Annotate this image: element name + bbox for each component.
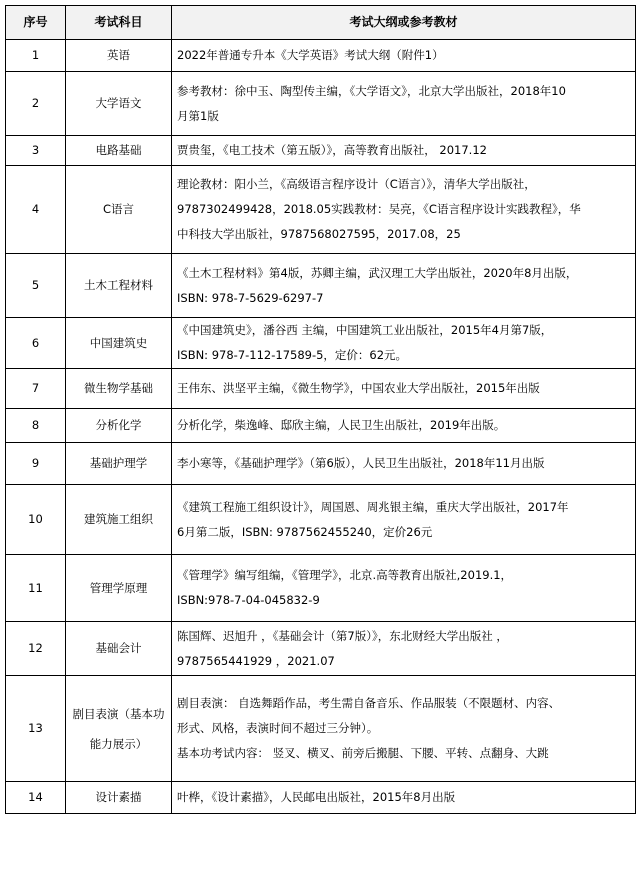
table-row (6, 443, 636, 485)
row-index: 9 (6, 443, 66, 485)
reference-line: 参考教材：徐中玉、陶型传主编，《大学语文》，北京大学出版社，2018年10 (177, 83, 566, 98)
row-subject: 基础会计 (66, 622, 172, 676)
row-reference (172, 782, 636, 814)
table-body (6, 40, 636, 814)
header-row (6, 6, 636, 40)
row-index: 12 (6, 622, 66, 676)
reference-line: 基本功考试内容： 竖叉、横叉、前旁后搬腿、下腰、平转、点翻身、大跳 (177, 746, 549, 760)
table-header (6, 6, 636, 40)
exam-reference-table (5, 5, 636, 814)
reference-line: ISBN: 978-7-112-17589-5，定价：62元。 (177, 348, 408, 362)
reference-line: 月第1版 (177, 108, 219, 123)
reference-line: 王伟东、洪坚平主编，《微生物学》，中国农业大学出版社，2015年出版 (177, 381, 540, 395)
row-index: 4 (6, 166, 66, 254)
table-row (6, 72, 636, 136)
row-index: 10 (6, 485, 66, 555)
row-reference (172, 40, 636, 72)
row-reference (172, 409, 636, 443)
row-subject: 土木工程材料 (66, 254, 172, 318)
table-row (6, 555, 636, 622)
row-index: 8 (6, 409, 66, 443)
reference-line: 剧目表演： 自选舞蹈作品，考生需自备音乐、作品服装（不限题材、内容、 (177, 696, 561, 710)
header-reference: 考试大纲或参考教材 (172, 6, 636, 40)
row-subject: 管理学原理 (66, 555, 172, 622)
row-index: 13 (6, 676, 66, 782)
reference-line: 陈国辉、迟旭升 ，《基础会计（第7版）》，东北财经大学出版社 ， (177, 628, 508, 643)
row-subject: 建筑施工组织 (66, 485, 172, 555)
row-reference (172, 369, 636, 409)
reference-line: 理论教材：阳小兰，《高级语言程序设计（C语言）》，清华大学出版社， (177, 177, 536, 191)
row-reference (172, 622, 636, 676)
header-subject: 考试科目 (66, 6, 172, 40)
row-reference (172, 72, 636, 136)
row-reference (172, 443, 636, 485)
reference-line: 9787302499428，2018.05实践教材：吴亮，《C语言程序设计实践教程》，华 (177, 202, 581, 216)
reference-line: 2022年普通专升本《大学英语》考试大纲（附件1） (177, 48, 444, 62)
row-subject: 剧目表演（基本功能力展示） (66, 676, 172, 782)
row-reference (172, 318, 636, 369)
row-reference (172, 136, 636, 166)
reference-line: ISBN: 978-7-5629-6297-7 (177, 290, 324, 305)
row-subject: C语言 (66, 166, 172, 254)
table-row (6, 485, 636, 555)
row-index: 11 (6, 555, 66, 622)
reference-line: 《土木工程材料》第4版，苏卿主编，武汉理工大学出版社，2020年8月出版， (177, 265, 578, 280)
row-subject: 设计素描 (66, 782, 172, 814)
row-index: 1 (6, 40, 66, 72)
table-row (6, 622, 636, 676)
reference-line: 9787565441929 ，2021.07 (177, 653, 335, 668)
table-row (6, 136, 636, 166)
row-reference (172, 166, 636, 254)
reference-line: 形式、风格，表演时间不超过三分钟）。 (177, 721, 379, 735)
row-index: 14 (6, 782, 66, 814)
reference-line: ISBN:978-7-04-045832-9 (177, 593, 320, 607)
table-row (6, 676, 636, 782)
row-subject: 微生物学基础 (66, 369, 172, 409)
reference-line: 贾贵玺，《电工技术（第五版）》，高等教育出版社， 2017.12 (177, 143, 487, 157)
row-reference (172, 485, 636, 555)
table-row (6, 409, 636, 443)
table-row (6, 166, 636, 254)
reference-line: 中科技大学出版社，9787568027595，2017.08，25 (177, 227, 461, 241)
table-row (6, 40, 636, 72)
row-subject: 电路基础 (66, 136, 172, 166)
reference-line: 《建筑工程施工组织设计》，周国恩、周兆银主编，重庆大学出版社，2017年 (177, 499, 569, 514)
table-row (6, 782, 636, 814)
row-index: 3 (6, 136, 66, 166)
row-index: 5 (6, 254, 66, 318)
header-index: 序号 (6, 6, 66, 40)
row-reference (172, 555, 636, 622)
row-index: 6 (6, 318, 66, 369)
row-subject: 基础护理学 (66, 443, 172, 485)
row-subject: 中国建筑史 (66, 318, 172, 369)
reference-line: 《中国建筑史》，潘谷西 主编，中国建筑工业出版社，2015年4月第7版， (177, 323, 553, 337)
reference-line: 《管理学》编写组编，《管理学》，北京.高等教育出版社,2019.1， (177, 568, 513, 582)
row-subject: 分析化学 (66, 409, 172, 443)
row-reference (172, 254, 636, 318)
reference-line: 李小寒等，《基础护理学》（第6版），人民卫生出版社，2018年11月出版 (177, 456, 545, 470)
row-index: 2 (6, 72, 66, 136)
row-index: 7 (6, 369, 66, 409)
table-row (6, 254, 636, 318)
table-row (6, 369, 636, 409)
row-subject: 英语 (66, 40, 172, 72)
reference-line: 6月第二版，ISBN: 9787562455240，定价26元 (177, 524, 433, 539)
table-row (6, 318, 636, 369)
reference-line: 叶桦，《设计素描》，人民邮电出版社，2015年8月出版 (177, 790, 456, 804)
row-reference (172, 676, 636, 782)
row-subject: 大学语文 (66, 72, 172, 136)
reference-line: 分析化学，柴逸峰、邸欣主编，人民卫生出版社，2019年出版。 (177, 418, 506, 432)
